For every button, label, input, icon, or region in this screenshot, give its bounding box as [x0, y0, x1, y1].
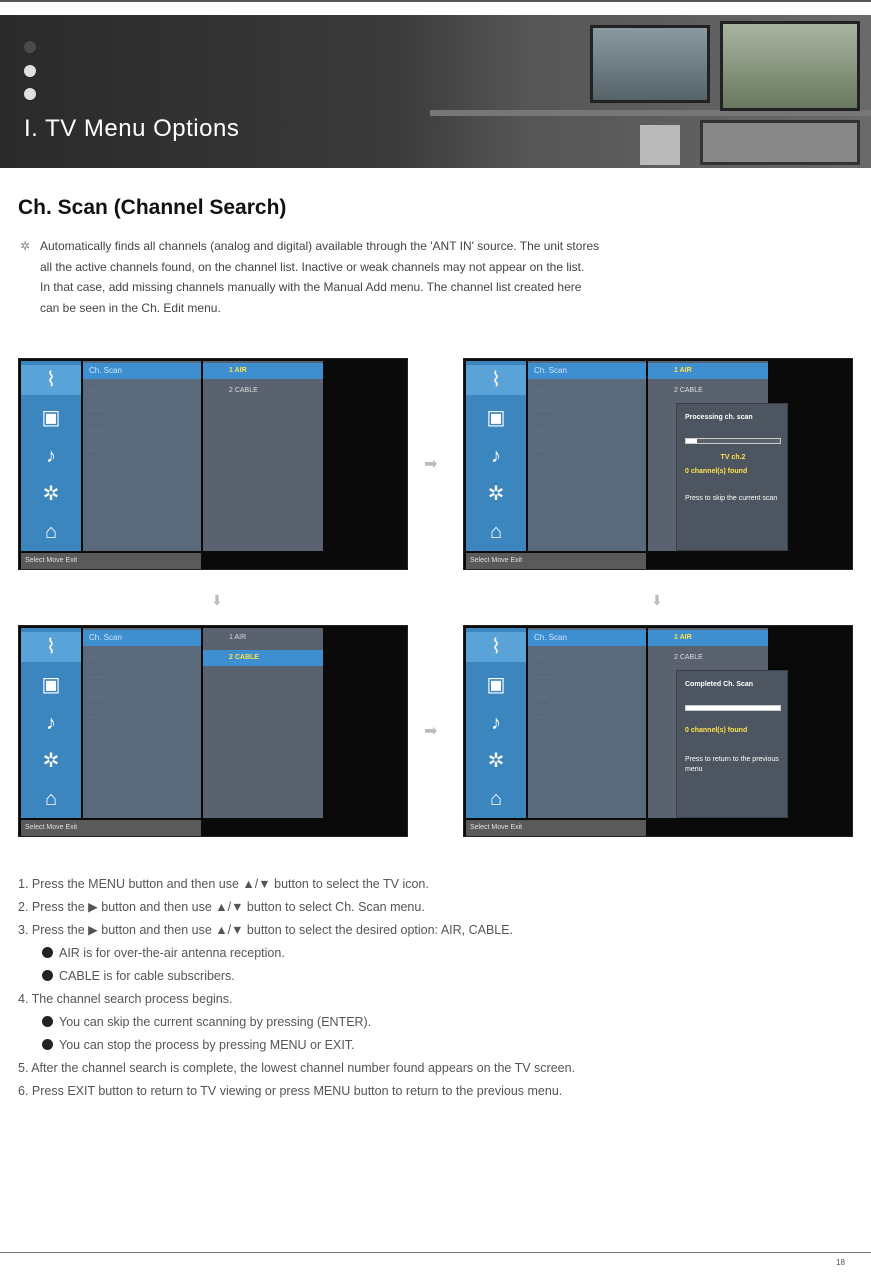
- menu-footer: Select Move Exit: [21, 553, 201, 569]
- channels-found: 0 channel(s) found: [685, 468, 748, 475]
- bottom-rule: [0, 1252, 871, 1253]
- menu-list: [83, 361, 201, 551]
- menu-item-blank: ·······: [534, 407, 551, 414]
- antenna-icon: ⌇: [21, 365, 81, 395]
- banner-tv-2: [720, 21, 860, 111]
- progress-bar: [685, 705, 781, 711]
- header-banner: [0, 15, 871, 168]
- banner-tv-1: [590, 25, 710, 103]
- step-1: 1. Press the MENU button and then use ▲/▼ button to select the TV icon.: [18, 877, 429, 891]
- menu-footer: Select Move Exit: [466, 820, 646, 836]
- banner-stand: [640, 125, 680, 165]
- menu-item-blank: ·····: [534, 447, 546, 454]
- gear-icon: ✲: [487, 750, 505, 772]
- arrow-down-icon: ⬇: [651, 592, 663, 608]
- menu-item-blank: ·······: [534, 674, 551, 681]
- menu-item-ch-scan[interactable]: Ch. Scan: [528, 363, 646, 379]
- gear-icon: ✲: [487, 483, 505, 505]
- banner-title: I. TV Menu Options: [24, 115, 240, 142]
- option-list: [203, 628, 323, 818]
- menu-item-blank: ·····: [534, 387, 546, 394]
- intro-paragraph: [20, 236, 840, 318]
- gear-icon: ✲: [42, 483, 60, 505]
- step-4-bullet-1: [18, 1011, 863, 1034]
- menu-footer: Select Move Exit: [466, 553, 646, 569]
- tv-screen-cable: [18, 625, 408, 837]
- option-list: [203, 361, 323, 551]
- gear-icon: ✲: [42, 750, 60, 772]
- menu-sidebar: [466, 361, 526, 551]
- intro-line-4: can be seen in the Ch. Edit menu.: [40, 300, 221, 315]
- option-cable[interactable]: 2 CABLE: [674, 654, 703, 661]
- menu-item-ch-scan[interactable]: Ch. Scan: [83, 630, 201, 646]
- step-4: 4. The channel search process begins.: [18, 992, 233, 1006]
- lock-icon: ⌂: [44, 521, 58, 543]
- bullet-icon: [42, 970, 53, 981]
- step-6: 6. Press EXIT button to return to TV viewing or press MENU button to return to the previous menu.: [18, 1084, 563, 1098]
- menu-sidebar: [466, 628, 526, 818]
- banner-tv-3: [700, 120, 860, 165]
- menu-sidebar: [21, 361, 81, 551]
- sparkle-icon: ✲: [20, 239, 31, 253]
- menu-item-blank: ·····: [89, 387, 101, 394]
- progress-bar: [685, 438, 781, 444]
- scan-progress-popup: [676, 403, 788, 551]
- bullet-text: AIR is for over-the-air antenna reception.: [59, 946, 285, 960]
- progress-fill: [686, 439, 697, 443]
- picture-icon: ▣: [486, 674, 506, 696]
- menu-footer: Select Move Exit: [21, 820, 201, 836]
- picture-icon: ▣: [486, 407, 506, 429]
- menu-sidebar: [21, 628, 81, 818]
- option-air[interactable]: 1 AIR: [203, 363, 323, 379]
- arrow-right-icon: ➡: [424, 723, 438, 740]
- menu-item-blank: ·····: [89, 654, 101, 661]
- menu-item-blank: ·····: [534, 714, 546, 721]
- banner-dot-2: [24, 65, 36, 77]
- lock-icon: ⌂: [44, 788, 58, 810]
- instruction-steps: [18, 873, 863, 1103]
- skip-instruction: Press to skip the current scan: [685, 495, 778, 502]
- menu-item-blank: ······: [534, 427, 548, 434]
- scan-complete-popup: [676, 670, 788, 818]
- bullet-text: CABLE is for cable subscribers.: [59, 969, 235, 983]
- banner-dot-1: [24, 41, 36, 53]
- menu-item-blank: ·······: [89, 407, 106, 414]
- intro-text-1: Automatically finds all channels (analog and digital) available through the 'ANT IN' source. The unit stores: [40, 239, 600, 253]
- tv-screen-scanning: [463, 358, 853, 570]
- bullet-icon: [42, 1016, 53, 1027]
- menu-item-blank: ······: [89, 427, 103, 434]
- step-2: 2. Press the ▶ button and then use ▲/▼ button to select Ch. Scan menu.: [18, 900, 425, 914]
- sound-icon: ♪: [491, 712, 501, 734]
- menu-list: [528, 361, 646, 551]
- bullet-icon: [42, 947, 53, 958]
- menu-item-blank: ·····: [534, 654, 546, 661]
- option-cable[interactable]: 2 CABLE: [229, 387, 258, 394]
- menu-item-blank: ······: [534, 694, 548, 701]
- picture-icon: ▣: [41, 407, 61, 429]
- bullet-text: You can stop the process by pressing MENU or EXIT.: [59, 1038, 355, 1052]
- picture-icon: ▣: [41, 674, 61, 696]
- option-cable[interactable]: 2 CABLE: [674, 387, 703, 394]
- antenna-icon: ⌇: [21, 632, 81, 662]
- menu-list: [528, 628, 646, 818]
- return-instruction: Press to return to the previous menu: [685, 756, 779, 773]
- sound-icon: ♪: [491, 445, 501, 467]
- menu-item-blank: ·······: [89, 674, 106, 681]
- sound-icon: ♪: [46, 712, 56, 734]
- menu-item-ch-scan[interactable]: Ch. Scan: [83, 363, 201, 379]
- progress-fill: [686, 706, 780, 710]
- antenna-icon: ⌇: [466, 365, 526, 395]
- page-number: 18: [836, 1258, 845, 1267]
- arrow-down-icon: ⬇: [211, 592, 223, 608]
- bullet-icon: [42, 1039, 53, 1050]
- top-rule: [0, 0, 871, 2]
- channels-found: 0 channel(s) found: [685, 727, 748, 734]
- menu-item-blank: ·····: [89, 714, 101, 721]
- intro-line-3: In that case, add missing channels manually with the Manual Add menu. The channel list created here: [40, 280, 582, 294]
- option-air[interactable]: 1 AIR: [648, 630, 768, 646]
- option-air[interactable]: 1 AIR: [648, 363, 768, 379]
- option-air[interactable]: 1 AIR: [229, 634, 247, 641]
- menu-item-blank: ······: [89, 694, 103, 701]
- menu-item-ch-scan[interactable]: Ch. Scan: [528, 630, 646, 646]
- banner-dot-3: [24, 88, 36, 100]
- step-3: 3. Press the ▶ button and then use ▲/▼ button to select the desired option: AIR, CABLE.: [18, 923, 514, 937]
- tv-screen-completed: [463, 625, 853, 837]
- scan-channel: TV ch.2: [720, 454, 746, 461]
- step-3-bullet-2: [18, 965, 863, 988]
- sound-icon: ♪: [46, 445, 56, 467]
- lock-icon: ⌂: [489, 788, 503, 810]
- step-3-bullet-1: [18, 942, 863, 965]
- step-4-bullet-2: [18, 1034, 863, 1057]
- popup-title: Completed Ch. Scan: [685, 681, 754, 688]
- step-5: 5. After the channel search is complete, the lowest channel number found appears on the TV screen.: [18, 1061, 576, 1075]
- arrow-right-icon: ➡: [424, 456, 438, 473]
- bullet-text: You can skip the current scanning by pressing (ENTER).: [59, 1015, 372, 1029]
- option-cable[interactable]: 2 CABLE: [203, 650, 323, 666]
- tv-screen-select: [18, 358, 408, 570]
- intro-line-1: [20, 236, 840, 257]
- intro-line-2: all the active channels found, on the channel list. Inactive or weak channels may not appear on the list.: [40, 259, 585, 274]
- popup-title: Processing ch. scan: [685, 414, 753, 421]
- menu-item-blank: ·····: [89, 447, 101, 454]
- lock-icon: ⌂: [489, 521, 503, 543]
- section-title: Ch. Scan (Channel Search): [18, 196, 287, 219]
- antenna-icon: ⌇: [466, 632, 526, 662]
- menu-list: [83, 628, 201, 818]
